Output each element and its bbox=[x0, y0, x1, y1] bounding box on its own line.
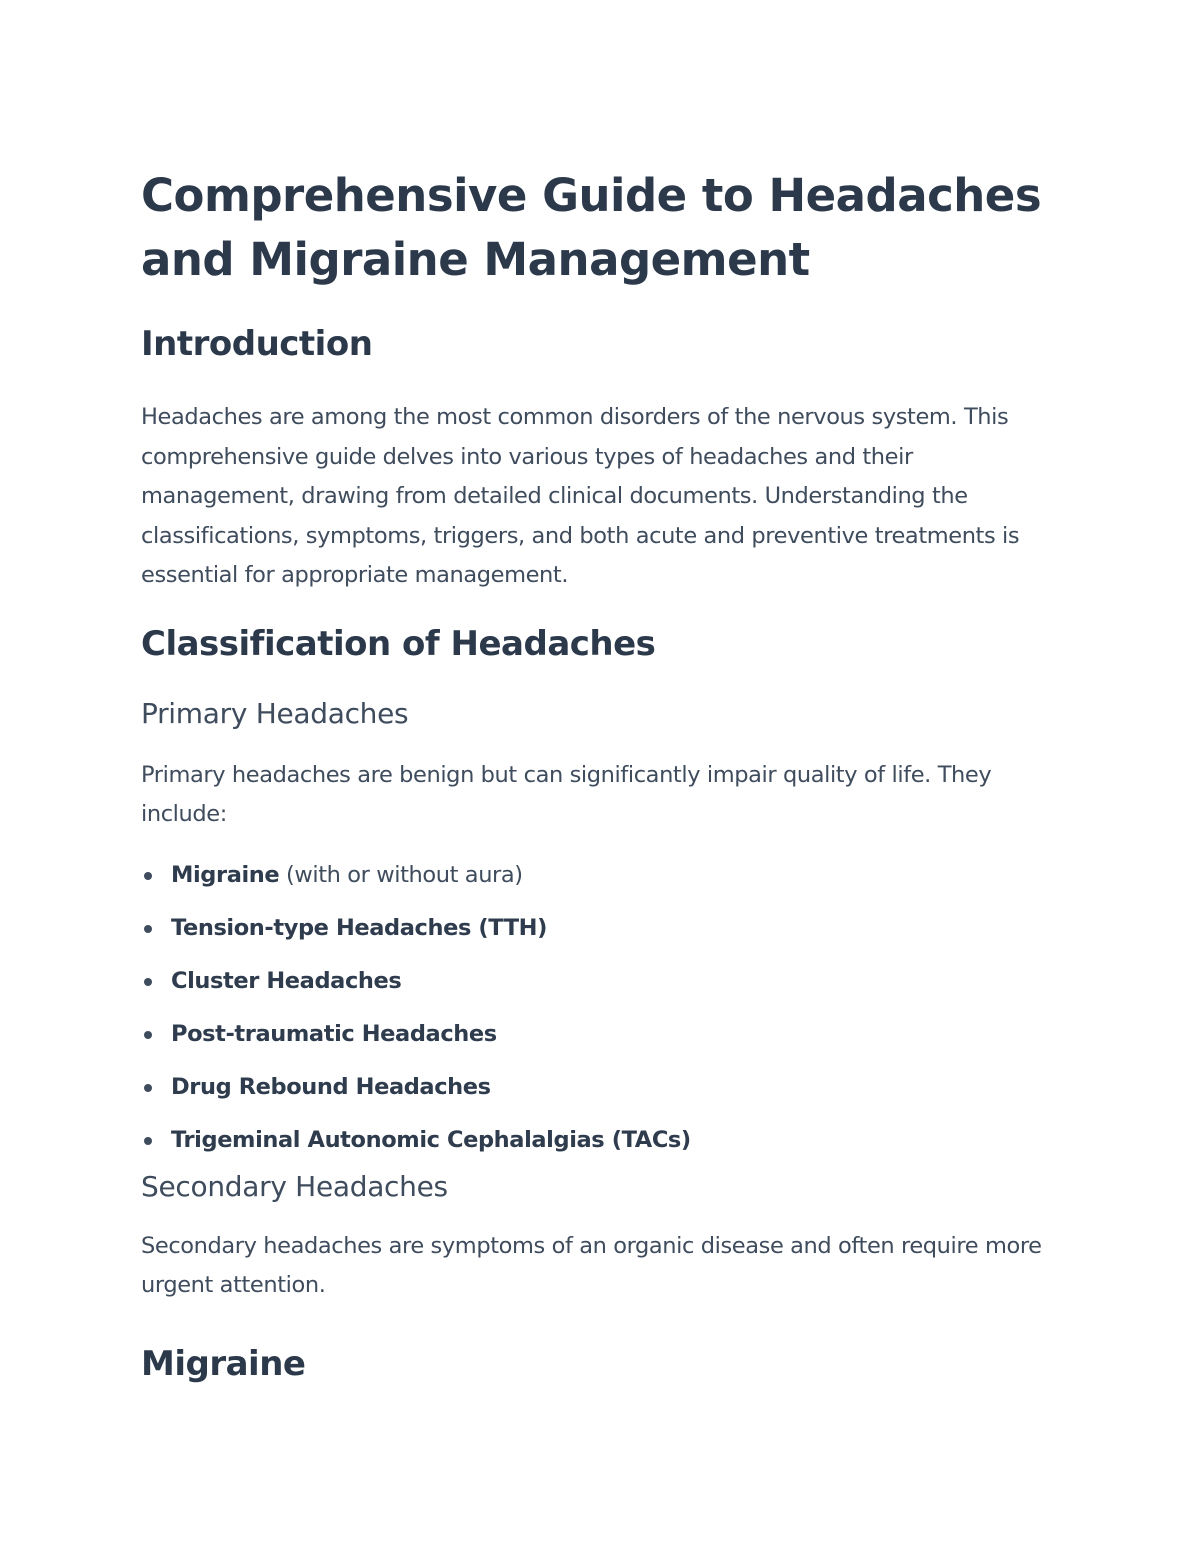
introduction-heading: Introduction bbox=[141, 324, 373, 364]
list-item bbox=[141, 902, 1071, 955]
bullet-icon bbox=[144, 872, 152, 880]
list-item bbox=[141, 1114, 1071, 1167]
list-item bbox=[141, 1061, 1071, 1114]
bullet-icon bbox=[144, 978, 152, 986]
primary-headaches-list bbox=[141, 849, 1071, 1167]
document-title: Comprehensive Guide to Headaches and Migraine Management bbox=[141, 169, 1042, 286]
introduction-paragraph: Headaches are among the most common disorders of the nervous system. This comprehensive guide delves into various types of headaches and their management, drawing from detailed clinical documents. Understanding the classifications, symptoms, triggers, and both acute and preventive treatments is essential for appropriate management. bbox=[141, 404, 1020, 588]
secondary-headaches-heading: Secondary Headaches bbox=[141, 1169, 448, 1203]
list-item-bold: Migraine bbox=[171, 861, 280, 888]
list-item-bold: Trigeminal Autonomic Cephalalgias (TACs) bbox=[171, 1126, 691, 1153]
primary-headaches-paragraph: Primary headaches are benign but can significantly impair quality of life. They include: bbox=[141, 761, 992, 827]
secondary-headaches-paragraph: Secondary headaches are symptoms of an organic disease and often require more urgent attention. bbox=[141, 1232, 1042, 1298]
list-item bbox=[141, 849, 1071, 902]
list-item bbox=[141, 955, 1071, 1008]
list-item-bold: Cluster Headaches bbox=[171, 967, 402, 994]
migraine-heading: Migraine bbox=[141, 1343, 306, 1384]
classification-heading: Classification of Headaches bbox=[141, 623, 656, 664]
bullet-icon bbox=[144, 1084, 152, 1092]
document-page bbox=[141, 164, 1071, 1386]
list-item-bold: Drug Rebound Headaches bbox=[171, 1073, 491, 1100]
list-item-bold: Tension-type Headaches (TTH) bbox=[171, 914, 547, 941]
list-item-rest: (with or without aura) bbox=[279, 861, 523, 888]
bullet-icon bbox=[144, 925, 152, 933]
bullet-icon bbox=[144, 1031, 152, 1039]
list-item-bold: Post-traumatic Headaches bbox=[171, 1020, 497, 1047]
list-item bbox=[141, 1008, 1071, 1061]
primary-headaches-heading: Primary Headaches bbox=[141, 696, 409, 730]
bullet-icon bbox=[144, 1137, 152, 1145]
